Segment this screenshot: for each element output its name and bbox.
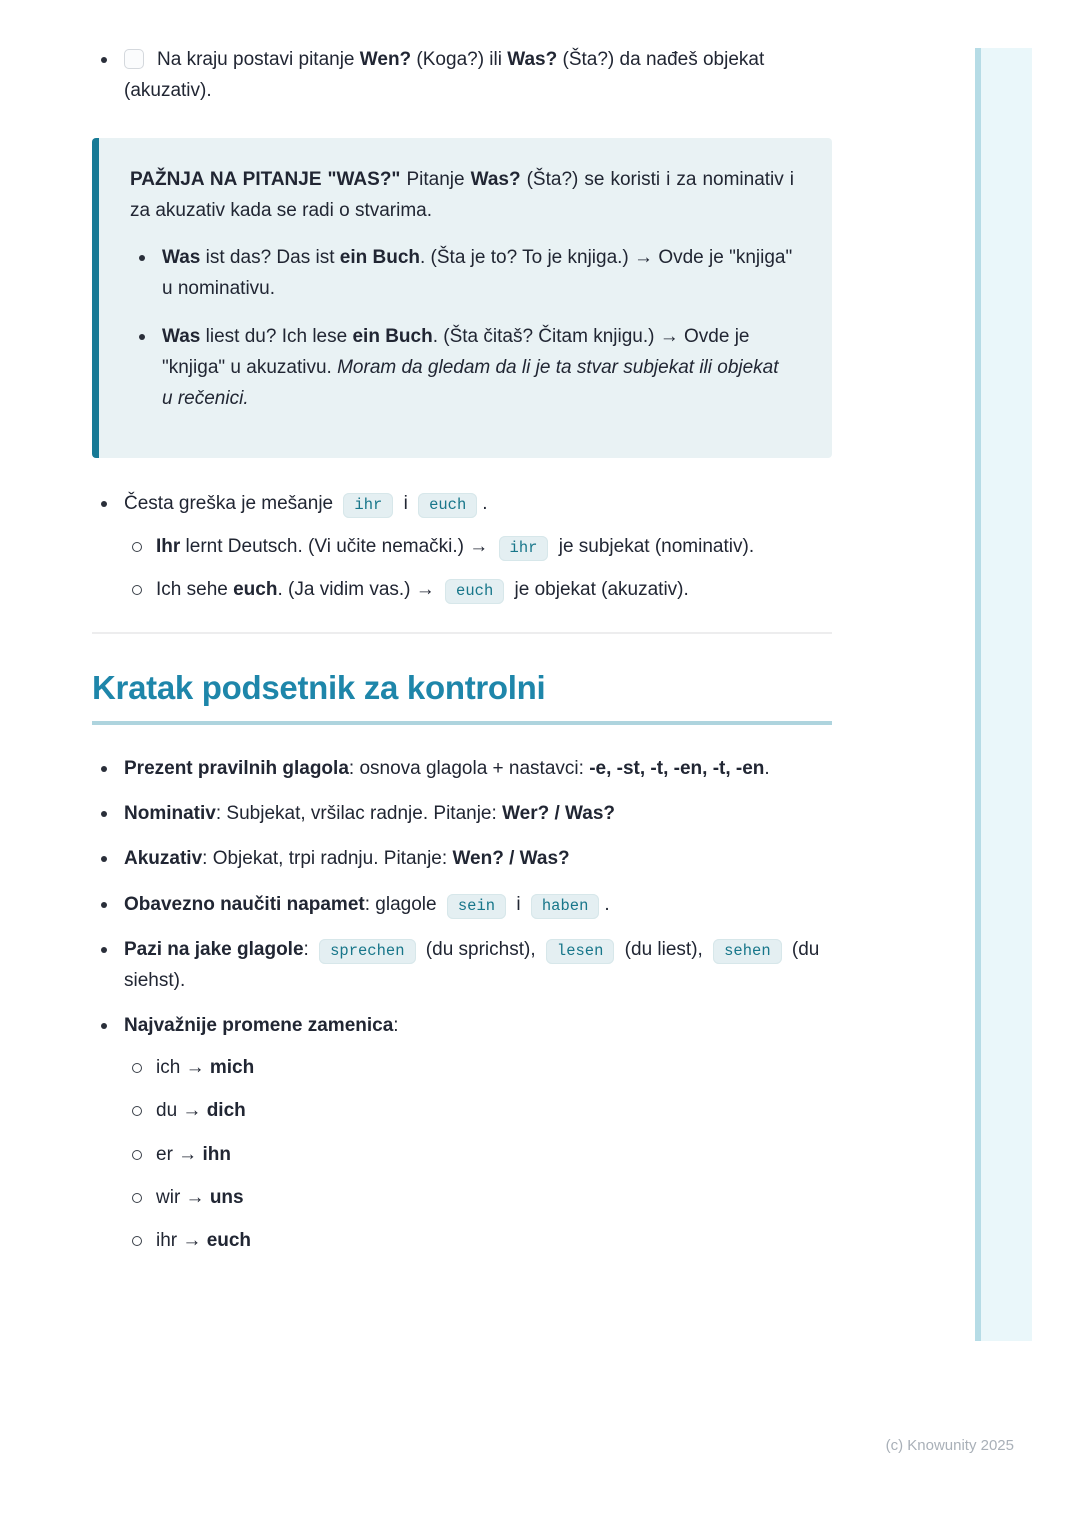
list-item-text bbox=[124, 848, 570, 869]
list-item-text bbox=[156, 1230, 251, 1251]
list-item-text bbox=[156, 1057, 254, 1078]
callout-lead-paragraph bbox=[130, 164, 794, 226]
list-item bbox=[92, 753, 832, 784]
checklist bbox=[92, 44, 832, 106]
text-segment: dich bbox=[206, 1100, 246, 1122]
list-item-text bbox=[124, 894, 610, 915]
list-item bbox=[124, 531, 832, 562]
list-item bbox=[124, 1182, 832, 1213]
right-margin-highlight-bar bbox=[975, 48, 1032, 1341]
text-segment: er → bbox=[156, 1143, 203, 1165]
attention-callout bbox=[92, 138, 832, 458]
text-segment: . bbox=[604, 893, 610, 915]
text-segment: Ich sehe bbox=[156, 578, 234, 600]
text-segment: : Subjekat, vršilac radnje. Pitanje: bbox=[215, 803, 503, 825]
text-segment: Česta greška je mešanje bbox=[124, 493, 339, 515]
list-item-text bbox=[124, 1015, 399, 1036]
code-chip: lesen bbox=[546, 939, 615, 964]
list-item bbox=[92, 889, 832, 920]
list-item bbox=[92, 798, 832, 829]
list-item-text bbox=[124, 939, 819, 991]
text-segment: ein Buch bbox=[352, 325, 433, 347]
text-segment: Prezent pravilnih glagola bbox=[124, 758, 349, 780]
text-segment: wir → bbox=[156, 1186, 210, 1208]
text-segment: Wen? / Was? bbox=[452, 848, 570, 870]
list-item bbox=[92, 1010, 832, 1256]
copyright-footer: (c) Knowunity 2025 bbox=[885, 1437, 1014, 1454]
list-item bbox=[92, 934, 832, 996]
text-segment: Wen? bbox=[359, 49, 412, 70]
text-segment: . bbox=[482, 493, 488, 515]
text-segment: je subjekat (nominativ). bbox=[553, 535, 755, 557]
list-item-text bbox=[156, 536, 754, 557]
mistake-sublist bbox=[124, 531, 832, 605]
text-segment: Moram da gledam da li je ta stvar subjekat ili objekat u rečenici. bbox=[162, 357, 779, 410]
text-segment: . (Šta je to? To je knjiga.) → Ovde je "knjiga" u nominativu. bbox=[162, 246, 793, 299]
text-segment: Pazi na jake glagole bbox=[124, 938, 304, 960]
pronoun-change-list bbox=[124, 1052, 832, 1256]
text-segment: ihn bbox=[202, 1143, 231, 1165]
text-segment: du → bbox=[156, 1100, 207, 1122]
common-mistake-list bbox=[92, 488, 832, 604]
text-segment: Was? bbox=[470, 169, 521, 191]
code-chip: sprechen bbox=[319, 939, 415, 964]
list-item-text bbox=[124, 493, 488, 514]
text-segment: Na kraju postavi pitanje bbox=[157, 49, 360, 70]
text-segment: ich → bbox=[156, 1057, 210, 1079]
text-segment: (du siehst). bbox=[124, 938, 820, 991]
callout-bullet-item bbox=[130, 321, 794, 414]
code-chip: haben bbox=[531, 894, 600, 919]
text-segment: Ihr bbox=[156, 535, 181, 557]
document-content bbox=[92, 44, 832, 1270]
code-chip: euch bbox=[445, 579, 504, 604]
checkbox-unchecked[interactable] bbox=[124, 49, 144, 69]
text-segment: : bbox=[303, 938, 315, 960]
list-item bbox=[124, 1095, 832, 1126]
text-segment: ihr → bbox=[156, 1229, 207, 1251]
list-item-text bbox=[156, 579, 689, 600]
text-segment: : osnova glagola + nastavci: bbox=[348, 758, 590, 780]
callout-bullet-text bbox=[162, 247, 792, 299]
code-chip: sein bbox=[447, 894, 506, 919]
text-segment: euch bbox=[206, 1229, 252, 1251]
text-segment: Was bbox=[162, 325, 201, 347]
text-segment: Najvažnije promene zamenica bbox=[124, 1015, 394, 1037]
list-item bbox=[124, 1139, 832, 1170]
callout-bullet-text bbox=[162, 326, 779, 409]
list-item-text bbox=[156, 1100, 246, 1121]
code-chip: ihr bbox=[343, 493, 393, 518]
checklist-item bbox=[92, 44, 832, 106]
text-segment: ein Buch bbox=[339, 246, 420, 268]
text-segment: . (Šta čitaš? Čitam knjigu.) → Ovde je "knjiga" u akuzativu. bbox=[162, 325, 750, 379]
text-segment: . bbox=[764, 758, 770, 780]
text-segment: i bbox=[511, 893, 526, 915]
text-segment: (Šta?) se koristi i za nominativ i za akuzativ kada se radi o stvarima. bbox=[130, 169, 795, 222]
section-heading: Kratak podsetnik za kontrolni bbox=[92, 668, 546, 706]
callout-bullet-list bbox=[130, 242, 794, 415]
list-item-text bbox=[156, 1187, 244, 1208]
text-segment: (Koga?) ili bbox=[411, 49, 508, 70]
text-segment: (Šta?) da nađeš objekat (akuzativ). bbox=[124, 49, 765, 102]
list-item bbox=[92, 488, 832, 604]
checklist-item-text bbox=[124, 49, 764, 101]
section-divider bbox=[92, 632, 832, 634]
text-segment: euch bbox=[233, 578, 278, 600]
text-segment: ist das? Das ist bbox=[200, 246, 340, 268]
list-item bbox=[124, 1052, 832, 1083]
list-item bbox=[124, 574, 832, 605]
text-segment: -e, -st, -t, -en, -t, -en bbox=[589, 758, 765, 780]
text-segment: Nominativ bbox=[124, 803, 216, 825]
text-segment: Was? bbox=[507, 49, 558, 70]
text-segment: . (Ja vidim vas.) → bbox=[277, 578, 441, 600]
list-item-text bbox=[124, 758, 770, 779]
text-segment: : glagole bbox=[364, 893, 442, 915]
reminder-list bbox=[92, 753, 832, 1256]
heading-underline bbox=[92, 721, 832, 725]
text-segment: (du liest), bbox=[619, 938, 709, 960]
code-chip: euch bbox=[418, 493, 477, 518]
text-segment: (du sprichst), bbox=[420, 938, 541, 960]
text-segment: : bbox=[393, 1015, 399, 1037]
list-item bbox=[92, 843, 832, 874]
text-segment: uns bbox=[209, 1186, 244, 1208]
list-item bbox=[124, 1225, 832, 1256]
text-segment: Wer? / Was? bbox=[502, 803, 616, 825]
text-segment: Was bbox=[162, 246, 201, 268]
text-segment: Pitanje bbox=[400, 169, 471, 191]
text-segment: Obavezno naučiti napamet bbox=[124, 893, 365, 915]
list-item-text bbox=[156, 1144, 231, 1165]
text-segment: PAŽNJA NA PITANJE "WAS?" bbox=[130, 169, 401, 191]
text-segment: mich bbox=[209, 1057, 255, 1079]
text-segment: lernt Deutsch. (Vi učite nemački.) → bbox=[180, 535, 494, 557]
callout-bullet-item bbox=[130, 242, 794, 304]
text-segment: je objekat (akuzativ). bbox=[509, 578, 689, 600]
text-segment: i bbox=[398, 493, 414, 515]
list-item-text bbox=[124, 803, 615, 824]
text-segment: Akuzativ bbox=[124, 848, 203, 870]
code-chip: ihr bbox=[499, 536, 549, 561]
text-segment: : Objekat, trpi radnju. Pitanje: bbox=[202, 848, 453, 870]
text-segment: liest du? Ich lese bbox=[200, 325, 353, 347]
code-chip: sehen bbox=[713, 939, 782, 964]
